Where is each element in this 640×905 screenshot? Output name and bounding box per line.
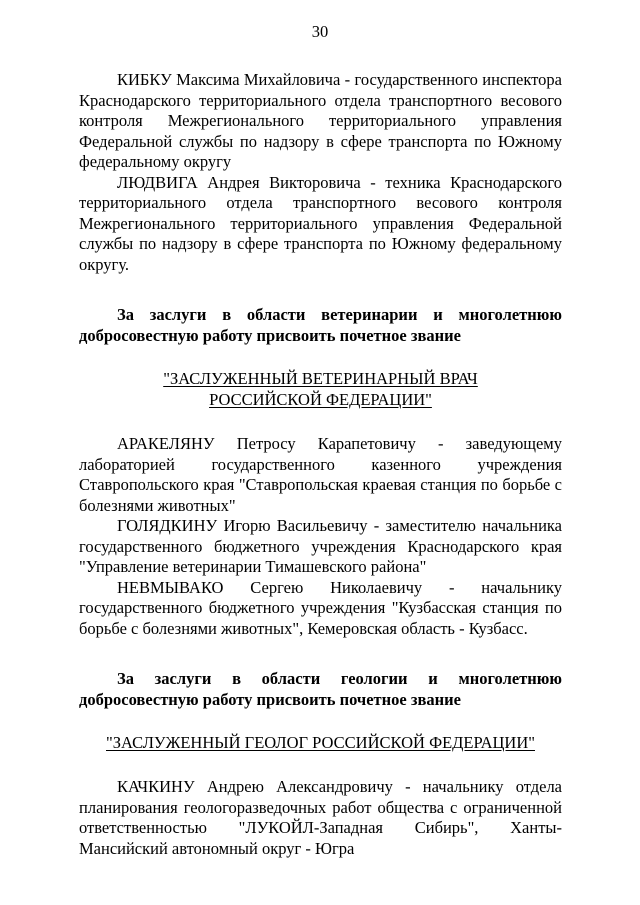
spacer — [79, 710, 562, 732]
award-entry-kibka: КИБКУ Максима Михайловича - государственного инспектора Краснодарского территориального отдела транспортного весового контроля Межрегионального территориального управления Федеральной службы по надзору в сфере транспорта по Южному федеральному округу — [79, 70, 562, 171]
award-entry-ludvig: ЛЮДВИГА Андрея Викторовича - техника Краснодарского территориального отдела транспортного весового контроля Межрегионального территориального управления Федеральной службы по надзору в сфере транспорта по Южному федеральному округу. — [79, 172, 562, 274]
spacer — [79, 639, 562, 669]
spacer — [79, 275, 562, 305]
page-number: 30 — [311, 22, 329, 41]
section-intro-veterinary: За заслуги в области ветеринарии и многолетнюю добросовестную работу присвоить почетное звание — [79, 305, 562, 345]
title-line: "ЗАСЛУЖЕННЫЙ ВЕТЕРИНАРНЫЙ ВРАЧ — [163, 369, 478, 388]
spacer — [79, 346, 562, 368]
title-geology — [79, 732, 562, 753]
spacer — [79, 410, 562, 434]
title-line: "ЗАСЛУЖЕННЫЙ ГЕОЛОГ РОССИЙСКОЙ ФЕДЕРАЦИИ" — [106, 733, 535, 752]
award-entry-nevmyvako: НЕВМЫВАКО Сергею Николаевичу - начальнику государственного бюджетного учреждения "Кузбасская станция по борьбе с болезнями животных", Кемеровская область - Кузбасс. — [79, 577, 562, 638]
spacer — [79, 753, 562, 777]
award-entry-golyadkin: ГОЛЯДКИНУ Игорю Васильевичу - заместителю начальника государственного бюджетного учреждения Краснодарского края "Управление ветеринарии Тимашевского района" — [79, 516, 562, 576]
title-veterinary — [79, 368, 562, 410]
section-intro-geology: За заслуги в области геологии и многолетнюю добросовестную работу присвоить почетное звание — [79, 669, 562, 709]
award-entry-kachkin: КАЧКИНУ Андрею Александровичу - начальнику отдела планирования геологоразведочных работ общества с ограниченной ответственностью "ЛУКОЙЛ-Западная Сибирь", Ханты-Мансийский автономный округ - Югра — [79, 777, 562, 858]
title-line: РОССИЙСКОЙ ФЕДЕРАЦИИ" — [209, 390, 432, 409]
document-body — [79, 70, 562, 859]
award-entry-arakelyan: АРАКЕЛЯНУ Петросу Карапетовичу - заведующему лабораторией государственного казенного учреждения Ставропольского края "Ставропольская краевая станция по борьбе с болезнями животных" — [79, 434, 562, 515]
